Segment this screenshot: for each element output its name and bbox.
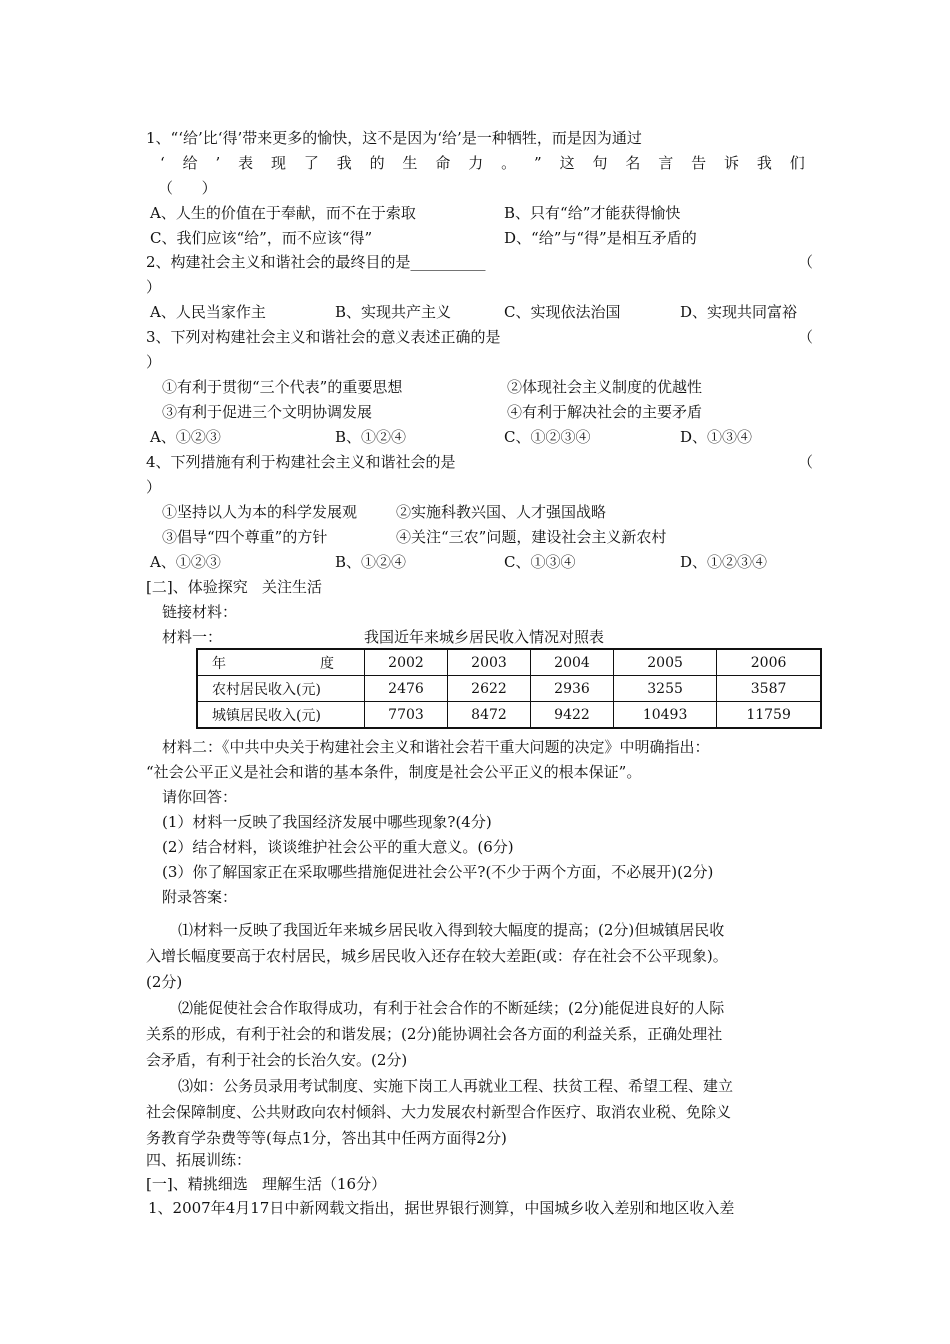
appendix-label: 附录答案： [162, 888, 238, 906]
year-cell: 2006 [717, 649, 821, 676]
q1-option-b: B、只有“给”才能获得愉快 [504, 204, 681, 222]
q4-option-c: C、①③④ [504, 553, 576, 571]
answer-2-line2: 关系的形成，有利于社会的和谐发展；(2分)能协调社会各方面的利益关系，正确处理社 [146, 1025, 723, 1043]
q2-option-c: C、实现依法治国 [504, 303, 621, 321]
q1-line2-char: 生 [402, 154, 418, 172]
q3-paren-close: ） [146, 353, 162, 371]
q1-line2-char: ‘ [160, 154, 165, 172]
material1-title: 我国近年来城乡居民收入情况对照表 [364, 628, 605, 646]
section4-subheading: [一]、精挑细选 理解生活（16分） [146, 1175, 387, 1193]
year-cell: 2005 [614, 649, 717, 676]
q1-line2-char: 了 [303, 154, 319, 172]
q4-option-b: B、①②④ [335, 553, 407, 571]
q2-option-b: B、实现共产主义 [335, 303, 452, 321]
header-year-char-2: 度 [320, 655, 334, 672]
q2-paren-open: （ [798, 253, 814, 271]
q4-item-4: ④关注“三农”问题，建设社会主义新农村 [396, 528, 667, 546]
q1-answer-paren: （ ） [158, 179, 217, 197]
table-cell: 2622 [448, 676, 531, 702]
q1-stem-line2 [160, 153, 805, 173]
answer-3-line2: 社会保障制度、公共财政向农村倾斜、大力发展农村新型合作医疗、取消农业税、免除义 [146, 1103, 732, 1121]
year-cell: 2003 [448, 649, 531, 676]
row-label: 农村居民收入(元) [197, 676, 365, 702]
q1-line2-char: 命 [435, 154, 451, 172]
q1-line2-char: 名 [625, 154, 641, 172]
header-year-label [197, 649, 365, 676]
q1-line2-char: 告 [691, 154, 707, 172]
answer-3-line3: 务教育学杂费等等(每点1分，答出其中任两方面得2分) [146, 1129, 507, 1147]
q4-stem: 4、下列措施有利于构建社会主义和谐社会的是 [146, 453, 456, 471]
table-row-rural [197, 676, 821, 702]
q2-option-d: D、实现共同富裕 [680, 303, 798, 321]
q4-paren-open: （ [798, 453, 814, 471]
material1-label: 材料一： [162, 628, 223, 646]
income-table [196, 648, 822, 729]
q3-option-d: D、①③④ [680, 428, 753, 446]
material2-line2: “社会公平正义是社会和谐的基本条件，制度是社会公平正义的根本保证”。 [146, 763, 642, 781]
q4-item-2: ②实施科教兴国、人才强国战略 [396, 503, 607, 521]
q1-line2-char: 这 [559, 154, 575, 172]
q1-line2-char: 我 [336, 154, 352, 172]
section2-heading: [二]、体验探究 关注生活 [146, 578, 323, 596]
section2-link-label: 链接材料： [162, 603, 238, 621]
section4-heading: 四、拓展训练： [146, 1151, 252, 1169]
table-header-row [197, 649, 821, 676]
q1-line2-char: 表 [238, 154, 254, 172]
table-cell: 10493 [614, 702, 717, 729]
q3-stem: 3、下列对构建社会主义和谐社会的意义表述正确的是 [146, 328, 501, 346]
answer-1-line1: ⑴材料一反映了我国近年来城乡居民收入得到较大幅度的提高；(2分)但城镇居民收 [178, 921, 725, 939]
year-cell: 2004 [531, 649, 614, 676]
answer-2-line1: ⑵能促使社会合作取得成功，有利于社会合作的不断延续；(2分)能促进良好的人际 [178, 999, 725, 1017]
q4-option-d: D、①②③④ [680, 553, 768, 571]
q1-line2-char: 们 [789, 154, 805, 172]
q3-item-1: ①有利于贯彻“三个代表”的重要思想 [162, 378, 403, 396]
q1-line2-char: 力 [468, 154, 484, 172]
q4-item-1: ①坚持以人为本的科学发展观 [162, 503, 358, 521]
q1-line2-char: ’ [215, 154, 221, 172]
q1-line2-char: 我 [756, 154, 772, 172]
q3-item-4: ④有利于解决社会的主要矛盾 [507, 403, 703, 421]
row-label: 城镇居民收入(元) [197, 702, 365, 729]
q1-option-d: D、“给”与“得”是相互矛盾的 [504, 229, 697, 247]
table-cell: 2936 [531, 676, 614, 702]
q2-stem: 2、构建社会主义和谐社会的最终目的是__________ [146, 253, 486, 271]
q1-line2-char: 现 [271, 154, 287, 172]
table-cell: 7703 [365, 702, 448, 729]
q3-option-c: C、①②③④ [504, 428, 591, 446]
question-2: (2）结合材料，谈谈维护社会公平的重大意义。(6分) [162, 838, 514, 856]
q1-line2-char: 。 [501, 154, 517, 172]
table-cell: 11759 [717, 702, 821, 729]
questions-prompt: 请你回答： [162, 788, 238, 806]
answer-3-line1: ⑶如：公务员录用考试制度、实施下岗工人再就业工程、扶贫工程、希望工程、建立 [178, 1077, 734, 1095]
table-cell: 3587 [717, 676, 821, 702]
question-1: (1）材料一反映了我国经济发展中哪些现象?(4分) [162, 813, 492, 831]
answer-2-line3: 会矛盾，有利于社会的长治久安。(2分) [146, 1051, 408, 1069]
q3-option-a: A、①②③ [150, 428, 221, 446]
q1-line2-char: 的 [369, 154, 385, 172]
q3-item-3: ③有利于促进三个文明协调发展 [162, 403, 373, 421]
year-cell: 2002 [365, 649, 448, 676]
answer-1-line3: (2分) [146, 973, 183, 991]
q2-paren-close: ） [146, 278, 162, 296]
q1-option-a: A、人生的价值在于奉献，而不在于索取 [150, 204, 416, 222]
q3-item-2: ②体现社会主义制度的优越性 [507, 378, 703, 396]
q4-option-a: A、①②③ [150, 553, 221, 571]
q1-option-c: C、我们应该“给”，而不应该“得” [150, 229, 373, 247]
q1-stem-line1: 1、“‘给’比‘得’带来更多的愉快，这不是因为‘给’是一种牺牲，而是因为通过 [146, 129, 642, 147]
q1-line2-char: 句 [592, 154, 608, 172]
section4-question-1: 1、2007年4月17日中新网载文指出，据世界银行测算，中国城乡收入差别和地区收入差 [148, 1199, 735, 1217]
q1-line2-char: 言 [658, 154, 674, 172]
q1-line2-char: ” [534, 154, 542, 172]
q1-line2-char: 诉 [723, 154, 739, 172]
material2-line1: 材料二：《中共中央关于构建社会主义和谐社会若干重大问题的决定》中明确指出： [162, 738, 710, 756]
table-cell: 2476 [365, 676, 448, 702]
question-3: (3）你了解国家正在采取哪些措施促进社会公平?(不少于两个方面，不必展开)(2分) [162, 863, 714, 881]
table-cell: 3255 [614, 676, 717, 702]
q3-paren-open: （ [798, 328, 814, 346]
table-cell: 9422 [531, 702, 614, 729]
q4-paren-close: ） [146, 478, 162, 496]
header-year-char-1: 年 [212, 655, 226, 672]
answer-1-line2: 入增长幅度要高于农村居民，城乡居民收入还存在较大差距(或：存在社会不公平现象)。 [146, 947, 728, 965]
q1-line2-char: 给 [182, 154, 198, 172]
q2-option-a: A、人民当家作主 [150, 303, 266, 321]
q4-item-3: ③倡导“四个尊重”的方针 [162, 528, 328, 546]
q3-option-b: B、①②④ [335, 428, 407, 446]
table-row-urban [197, 702, 821, 729]
table-cell: 8472 [448, 702, 531, 729]
